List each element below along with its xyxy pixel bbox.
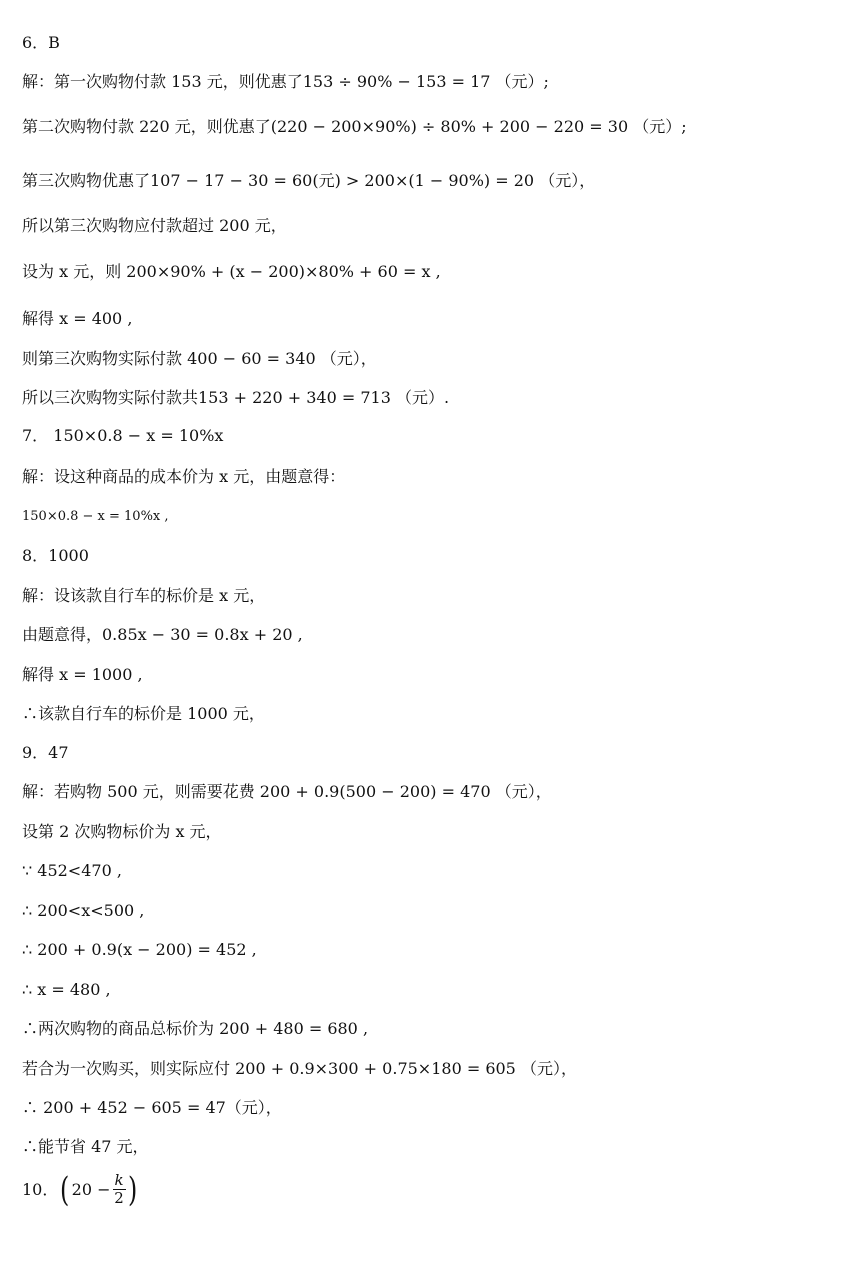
answer-10-whole: 20 − <box>71 1179 111 1199</box>
q8-step-3: 解得 x = 1000 , <box>22 665 143 684</box>
answer-8-header: 8．1000 <box>22 546 89 565</box>
q8-step-4: ∴该款自行车的标价是 1000 元， <box>22 704 265 723</box>
fraction-denominator: 2 <box>114 1189 124 1207</box>
q6-step-6: 解得 x = 400 , <box>22 309 133 328</box>
fraction <box>113 1172 126 1207</box>
q9-step-6: ∴ x = 480 , <box>22 980 111 999</box>
answer-9-header: 9．47 <box>22 743 69 762</box>
q9-step-1: 解：若购物 500 元，则需要花费 200 + 0.9(500 − 200) = 470 （元）， <box>22 782 552 801</box>
q9-step-9: ∴ 200 + 452 − 605 = 47（元）， <box>22 1098 282 1117</box>
q9-step-5: ∴ 200 + 0.9(x − 200) = 452 , <box>22 940 257 959</box>
q9-step-3: ∵ 452<470 , <box>22 861 122 880</box>
answer-10 <box>22 1169 139 1210</box>
q8-step-1: 解：设该款自行车的标价是 x 元， <box>22 586 266 605</box>
q6-step-4: 所以第三次购物应付款超过 200 元， <box>22 216 287 235</box>
q9-step-10: ∴能节省 47 元， <box>22 1137 149 1156</box>
q6-step-2: 第二次购物付款 220 元，则优惠了(220 − 200×90%) ÷ 80% + 200 − 220 = 30 （元）; <box>22 117 687 136</box>
q9-step-8: 若合为一次购买，则实际应付 200 + 0.9×300 + 0.75×180 = 605 （元）， <box>22 1059 577 1078</box>
left-paren: ( <box>60 1169 70 1210</box>
right-paren: ) <box>127 1169 137 1210</box>
q7-step-2: 150×0.8 − x = 10%x , <box>22 509 169 524</box>
answer-6-header: 6．B <box>22 33 60 52</box>
q8-step-2: 由题意得，0.85x − 30 = 0.8x + 20 , <box>22 625 303 644</box>
fraction-numerator: k <box>114 1171 124 1189</box>
q9-step-4: ∴ 200<x<500 , <box>22 901 145 920</box>
answer-7-header: 7． 150×0.8 − x = 10%x <box>22 426 224 445</box>
q6-step-3: 第三次购物优惠了107 − 17 − 30 = 60(元) > 200×(1 − 90%) = 20 （元）， <box>22 171 596 190</box>
answer-10-expression <box>58 1169 138 1210</box>
q6-step-7: 则第三次购物实际付款 400 − 60 = 340 （元）， <box>22 349 377 368</box>
q9-step-2: 设第 2 次购物标价为 x 元， <box>22 822 222 841</box>
q7-step-1: 解：设这种商品的成本价为 x 元，由题意得： <box>22 467 346 486</box>
answer-10-label: 10． <box>22 1179 59 1199</box>
q6-step-8: 所以三次购物实际付款共153 + 220 + 340 = 713 （元）. <box>22 388 450 407</box>
q6-step-5: 设为 x 元，则 200×90% + (x − 200)×80% + 60 = x , <box>22 262 441 281</box>
q6-step-1: 解：第一次购物付款 153 元，则优惠了153 ÷ 90% − 153 = 17 （元）; <box>22 72 549 91</box>
q9-step-7: ∴两次购物的商品总标价为 200 + 480 = 680 , <box>22 1019 369 1038</box>
